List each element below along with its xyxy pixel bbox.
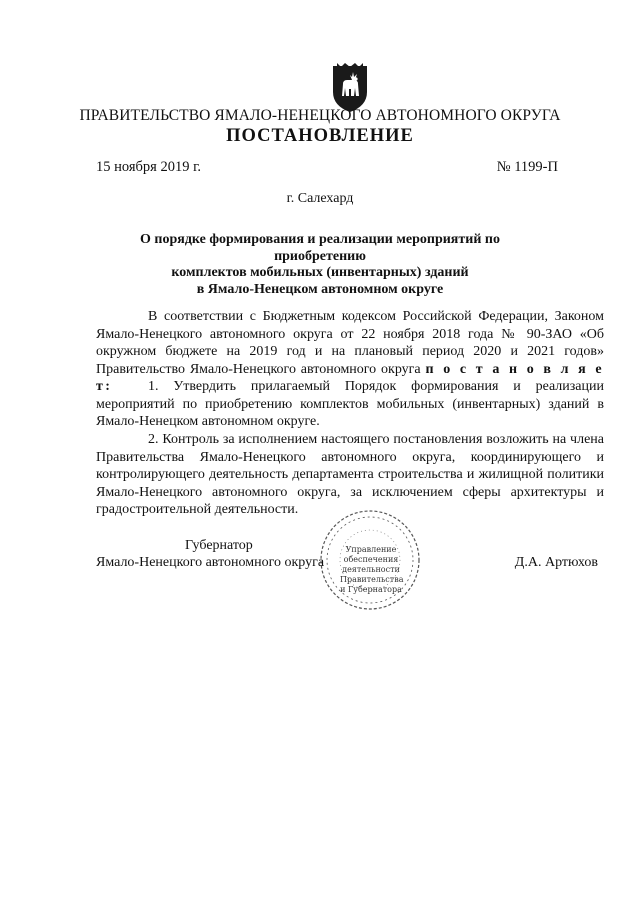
stamp-line: деятельности	[342, 565, 400, 574]
stamp-line: Правительства	[340, 575, 404, 584]
signer-region: Ямало-Ненецкого автономного округа	[96, 555, 325, 570]
stamp-line: и Губернатора	[340, 585, 402, 594]
stamp-line: Управление	[345, 545, 397, 554]
stamp-line: обеспечения	[343, 555, 399, 564]
signer-name: Д.А. Артюхов	[514, 555, 598, 570]
preamble-text: В соответствии с Бюджетным кодексом Российской Федерации, Законом Ямало-Ненецкого автономного округа от 22 ноября 2018 года № 90-ЗАО «Об окружном бюджете на 2019 год и на плановый период 2020 и 2021 годов» Правительство Ямало-Ненецкого автономного округа	[96, 309, 604, 377]
government-title: ПРАВИТЕЛЬСТВО ЯМАЛО-НЕНЕЦКОГО АВТОНОМНОГО ОКРУГА	[79, 107, 561, 124]
document-number: № 1199-П	[496, 159, 558, 175]
item-1-paragraph: 1. Утвердить прилагаемый Порядок формирования и реализации мероприятий по приобретению комплектов мобильных (инвентарных) зданий в Ямало-Ненецком автономном округе.	[96, 379, 604, 429]
document-date: 15 ноября 2019 г.	[96, 159, 202, 175]
document-city: г. Салехард	[286, 191, 354, 206]
document-type-title: ПОСТАНОВЛЕНИЕ	[226, 126, 414, 146]
stamp-text	[340, 545, 402, 595]
subject-line: О порядке формирования и реализации мероприятий по приобретению	[140, 232, 500, 264]
signer-role: Губернатор	[185, 538, 253, 553]
subject-line: в Ямало-Ненецком автономном округе	[196, 281, 444, 297]
subject-line: комплектов мобильных (инвентарных) зданий	[171, 265, 469, 280]
item-2-paragraph: 2. Контроль за исполнением настоящего постановления возложить на члена Правительства Ямало-Ненецкого автономного округа, координирующего и контролирующего деятельность департамента строительства и жилищной политики Ямало-Ненецкого автономного округа, за исключением сферы архитектуры и градостроительной деятельности.	[96, 432, 604, 517]
resolves-text: п о с т а н о в л я е т:	[96, 361, 604, 394]
document-subject	[110, 232, 530, 298]
